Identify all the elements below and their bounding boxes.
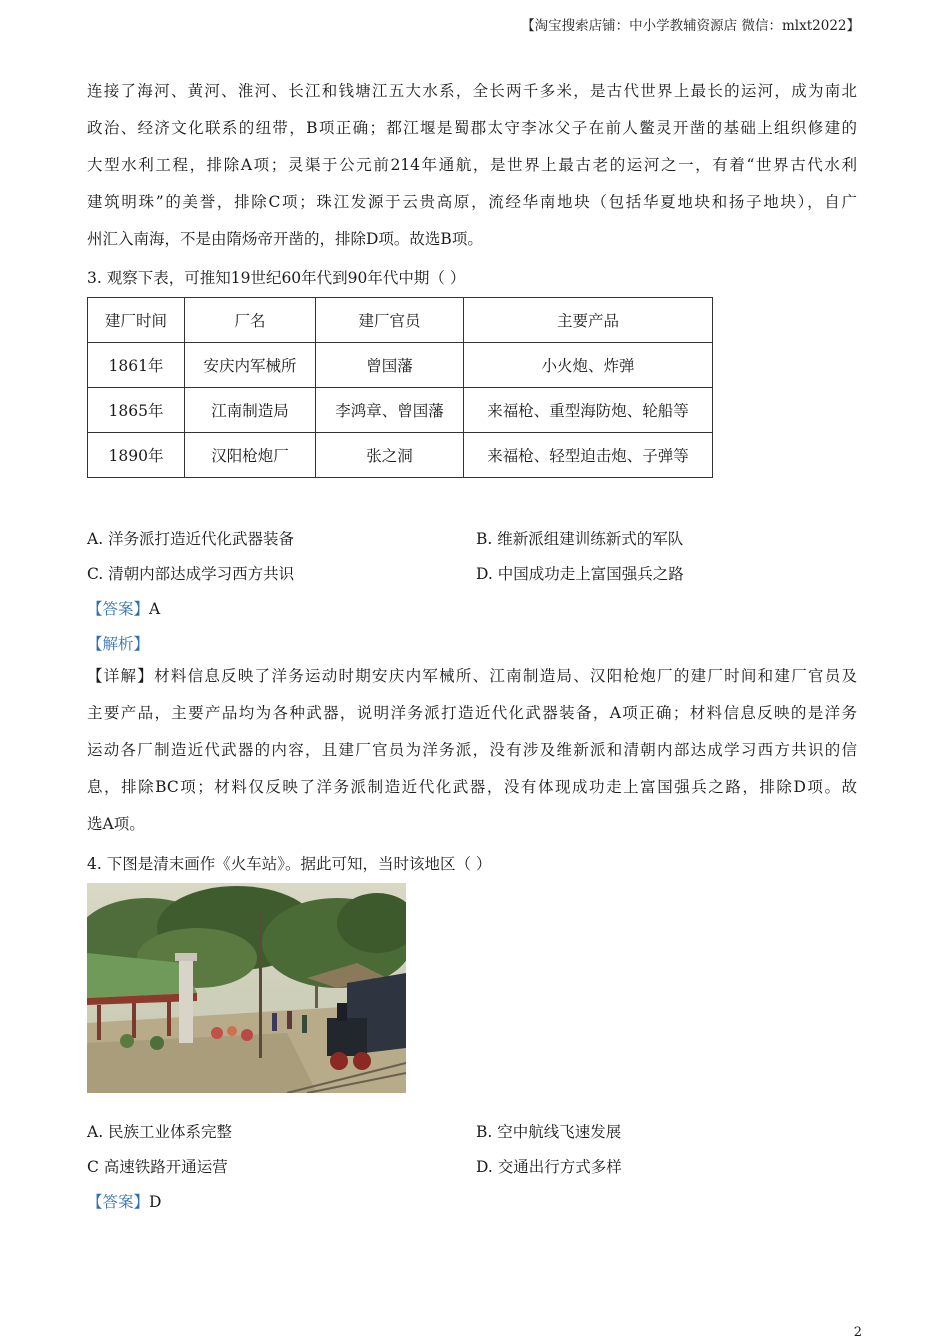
option-c: C. 清朝内部达成学习西方共识 [87, 565, 295, 583]
train-station-painting [87, 883, 406, 1093]
table-cell: 1861年 [88, 343, 185, 388]
option-a: A. 洋务派打造近代化武器装备 [87, 530, 295, 548]
answer-line [87, 597, 160, 619]
table-cell: 安庆内军械所 [185, 343, 316, 388]
option-d: D. 中国成功走上富国强兵之路 [476, 565, 684, 583]
detail-label: 【详解】 [87, 667, 155, 685]
option-b: B. 空中航线飞速发展 [476, 1123, 622, 1141]
table-row [88, 388, 713, 433]
question-4-stem: 4. 下图是清末画作《火车站》。据此可知，当时该地区（ ） [87, 855, 492, 873]
table-cell: 曾国藩 [316, 343, 464, 388]
text-line: 连接了海河、黄河、淮河、长江和钱塘江五大水系，全长两千多米，是古代世界上最长的运河，成为南北 [87, 82, 857, 100]
answer-value: D [149, 1193, 162, 1211]
table-header-cell: 厂名 [185, 298, 316, 343]
table-header-row [88, 298, 713, 343]
option-a: A. 民族工业体系完整 [87, 1123, 233, 1141]
table-header-cell: 建厂官员 [316, 298, 464, 343]
table-cell: 张之洞 [316, 433, 464, 478]
table-cell: 1865年 [88, 388, 185, 433]
text-line: 运动各厂制造近代武器的内容，且建厂官员为洋务派，没有涉及维新派和清朝内部达成学习西方共识的信 [87, 741, 857, 759]
text-line: 选A项。 [87, 815, 145, 833]
table-cell: 来福枪、重型海防炮、轮船等 [464, 388, 713, 433]
text-line [87, 658, 857, 695]
table-cell: 小火炮、炸弹 [464, 343, 713, 388]
text-line: 大型水利工程，排除A项；灵渠于公元前214年通航，是世界上最古老的运河之一，有着“世界古代水利 [87, 156, 857, 174]
detail-paragraph [87, 658, 857, 843]
table-cell: 汉阳枪炮厂 [185, 433, 316, 478]
intro-paragraph [87, 73, 857, 258]
table-row [88, 343, 713, 388]
text-line: 州汇入南海，不是由隋炀帝开凿的，排除D项。故选B项。 [87, 230, 483, 248]
text-line: 建筑明珠”的美誉，排除C项；珠江发源于云贵高原，流经华南地块（包括华夏地块和扬子地块），自广 [87, 193, 857, 211]
table-row [88, 433, 713, 478]
answer-label: 【答案】 [87, 1193, 150, 1211]
table-cell: 1890年 [88, 433, 185, 478]
answer-line [87, 1190, 161, 1212]
factory-table [87, 297, 713, 478]
detail-text: 材料信息反映了洋务运动时期安庆内军械所、江南制造局、汉阳枪炮厂的建厂时间和建厂官员及 [154, 667, 857, 685]
answer-label: 【答案】 [87, 600, 150, 618]
page-number: 2 [853, 1325, 862, 1340]
text-line: 主要产品，主要产品均为各种武器，说明洋务派打造近代化武器装备，A项正确；材料信息反映的是洋务 [87, 704, 857, 722]
text-line: 息，排除BC项；材料仅反映了洋务派制造近代化武器，没有体现成功走上富国强兵之路，排除D项。故 [87, 778, 857, 796]
option-d: D. 交通出行方式多样 [476, 1158, 622, 1176]
table-header-cell: 主要产品 [464, 298, 713, 343]
table-cell: 江南制造局 [185, 388, 316, 433]
analysis-label: 【解析】 [87, 635, 150, 653]
table-cell: 来福枪、轻型迫击炮、子弹等 [464, 433, 713, 478]
option-b: B. 维新派组建训练新式的军队 [476, 530, 684, 548]
page-header: 【淘宝搜索店铺：中小学教辅资源店 微信：mlxt2022】 [521, 18, 860, 34]
option-c: C 高速铁路开通运营 [87, 1158, 228, 1176]
answer-value: A [149, 600, 161, 618]
text-line: 政治、经济文化联系的纽带，B项正确；都江堰是蜀郡太守李冰父子在前人鳖灵开凿的基础上组织修建的 [87, 119, 857, 137]
table-header-cell: 建厂时间 [88, 298, 185, 343]
table-cell: 李鸿章、曾国藩 [316, 388, 464, 433]
question-3-stem: 3. 观察下表，可推知19世纪60年代到90年代中期（ ） [87, 269, 466, 287]
